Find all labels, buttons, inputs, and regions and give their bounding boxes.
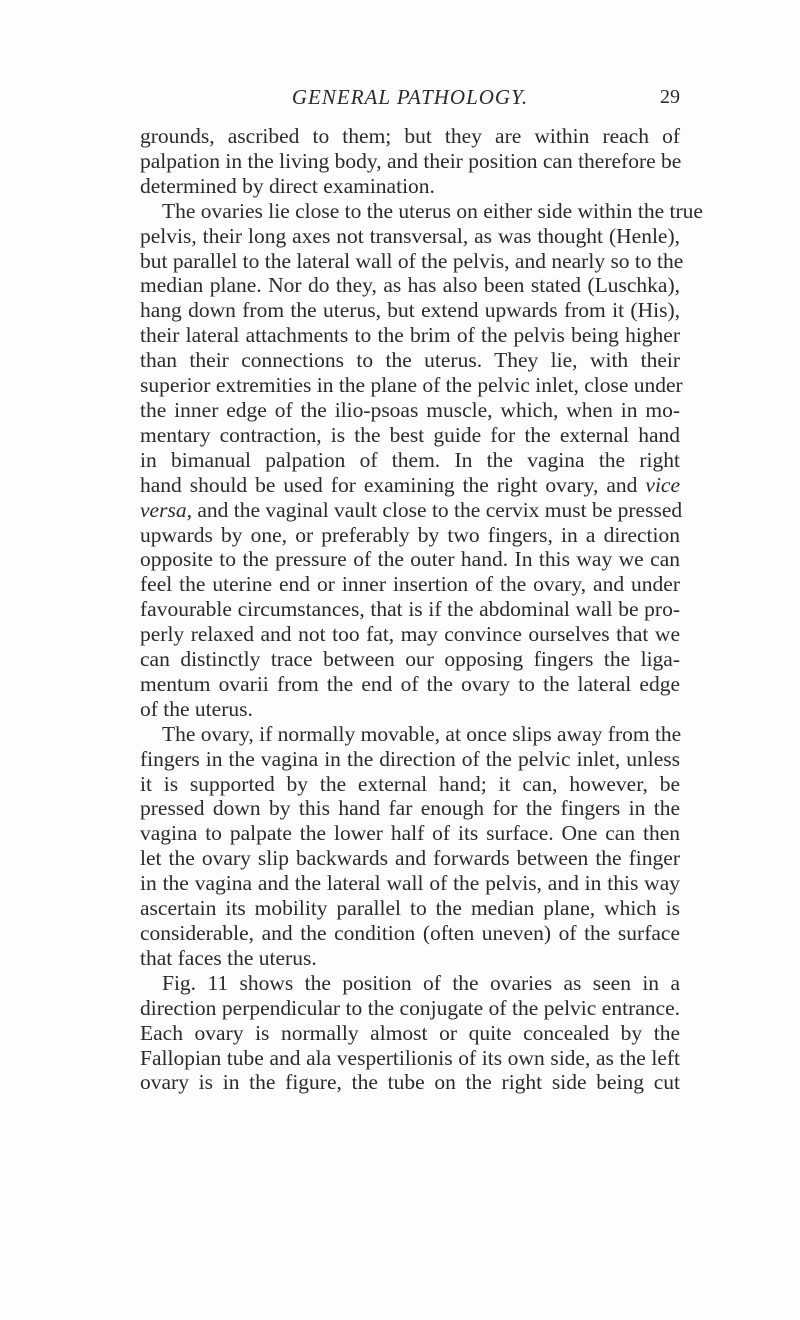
text-line: than their connections to the uterus. They lie, with their — [140, 348, 680, 373]
text-line: the inner edge of the ilio-psoas muscle, which, when in mo- — [140, 397, 680, 422]
text-line: The ovaries lie close to the uterus on either side within the true — [162, 198, 703, 223]
text-line-with-italic — [140, 473, 680, 498]
text-line: let the ovary slip backwards and forwards between the finger — [140, 846, 680, 871]
text-line: pressed down by this hand far enough for the fingers in the — [140, 796, 680, 821]
italic-word: vice — [645, 472, 681, 497]
text-line: superior extremities in the plane of the pelvic inlet, close under — [140, 373, 683, 398]
running-title: GENERAL PATHOLOGY. — [291, 85, 529, 109]
paragraph-1 — [140, 124, 680, 199]
text-line: feel the uterine end or inner insertion of the ovary, and under — [140, 572, 680, 597]
text-line: in bimanual palpation of them. In the vagina the right — [140, 447, 680, 472]
text-line: can distinctly trace between our opposing fingers the liga- — [140, 647, 680, 672]
text-line: direction perpendicular to the conjugate of the pelvic entrance. — [140, 995, 680, 1020]
text-line: but parallel to the lateral wall of the pelvis, and nearly so to the — [140, 248, 684, 273]
page-number: 29 — [660, 86, 680, 108]
text-line: Each ovary is normally almost or quite concealed by the — [140, 1020, 680, 1045]
text-line: of the uterus. — [140, 696, 253, 721]
text-line: opposite to the pressure of the outer hand. In this way we can — [140, 547, 680, 572]
text-segment: versa, and the vaginal vault close to the cervix must be pressed — [140, 497, 683, 522]
text-line: perly relaxed and not too fat, may convince ourselves that we — [140, 622, 680, 647]
text-line: mentary contraction, is the best guide for the external hand — [140, 422, 680, 447]
text-line: determined by direct examination. — [140, 173, 435, 198]
body-text — [140, 124, 703, 1095]
paragraph-2 — [140, 198, 703, 722]
text-line: fingers in the vagina in the direction of the pelvic inlet, unless — [140, 746, 680, 771]
paragraph-3 — [140, 722, 680, 971]
text-line: Fig. 11 shows the position of the ovaries as seen in a — [162, 970, 680, 995]
text-line: that faces the uterus. — [140, 945, 317, 970]
text-line: The ovary, if normally movable, at once slips away from the — [162, 721, 682, 746]
text-line: pelvis, their long axes not transversal, as was thought (Henle), — [140, 223, 680, 248]
text-segment: hand should be used for examining the right ovary, and — [140, 472, 638, 497]
text-line: Fallopian tube and ala vespertilionis of its own side, as the left — [140, 1045, 680, 1070]
italic-word: versa, — [140, 497, 192, 522]
text-line: favourable circumstances, that is if the abdominal wall be pro- — [140, 597, 680, 622]
text-line: vagina to palpate the lower half of its surface. One can then — [140, 821, 680, 846]
running-head — [140, 84, 680, 110]
text-line: their lateral attachments to the brim of the pelvis being higher — [140, 323, 680, 348]
paragraph-4 — [140, 971, 680, 1096]
text-line: ovary is in the figure, the tube on the right side being cut — [140, 1070, 680, 1095]
text-line: it is supported by the external hand; it can, however, be — [140, 771, 680, 796]
text-line: in the vagina and the lateral wall of the pelvis, and in this way — [140, 871, 680, 896]
text-line: upwards by one, or preferably by two fingers, in a direction — [140, 522, 680, 547]
text-line: mentum ovarii from the end of the ovary to the lateral edge — [140, 671, 680, 696]
text-line: ascertain its mobility parallel to the median plane, which is — [140, 896, 680, 921]
text-line: hang down from the uterus, but extend upwards from it (His), — [140, 298, 680, 323]
text-line: considerable, and the condition (often uneven) of the surface — [140, 921, 680, 945]
text-line: grounds, ascribed to them; but they are within reach of — [140, 124, 680, 148]
text-line: median plane. Nor do they, as has also been stated (Luschka), — [140, 273, 680, 298]
text-line-italic-start — [140, 497, 683, 523]
text-line: palpation in the living body, and their position can therefore be — [140, 148, 682, 173]
